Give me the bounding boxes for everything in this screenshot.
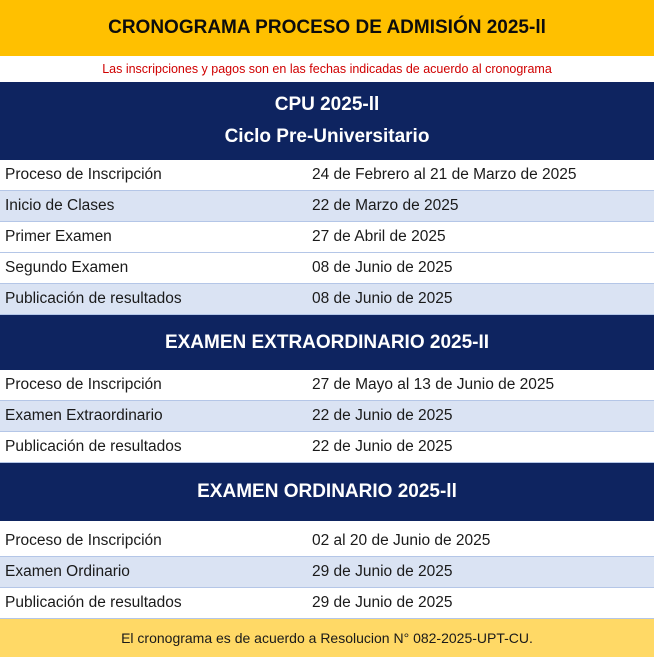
row-date: 08 de Junio de 2025 [312,259,453,276]
table-row [0,284,654,315]
table-row [0,191,654,222]
row-date: 08 de Junio de 2025 [312,290,453,307]
row-label: Segundo Examen [5,259,129,276]
table-row [0,588,654,619]
row-date: 22 de Marzo de 2025 [312,197,459,214]
table-row [0,526,654,557]
row-label: Proceso de Inscripción [5,532,162,549]
row-date: 27 de Mayo al 13 de Junio de 2025 [312,376,555,393]
row-label: Publicación de resultados [5,438,182,455]
row-label: Examen Extraordinario [5,407,163,424]
row-date: 27 de Abril de 2025 [312,228,446,245]
row-date: 29 de Junio de 2025 [312,563,453,580]
table-row [0,401,654,432]
section-header-ordinario [0,463,654,521]
row-date: 22 de Junio de 2025 [312,407,453,424]
row-date: 24 de Febrero al 21 de Marzo de 2025 [312,166,577,183]
row-label: Proceso de Inscripción [5,376,162,393]
section-heading: EXAMEN ORDINARIO 2025-ll [197,481,457,502]
footer-note: El cronograma es de acuerdo a Resolucion N° 082-2025-UPT-CU. [0,619,654,657]
table-row [0,557,654,588]
section-header-cpu [0,82,654,160]
row-date: 29 de Junio de 2025 [312,594,453,611]
section-heading: CPU 2025-ll [274,94,380,115]
table-row [0,370,654,401]
row-date: 02 al 20 de Junio de 2025 [312,532,491,549]
section-header-extraordinario [0,315,654,370]
table-row [0,160,654,191]
table-row [0,253,654,284]
table-row [0,432,654,463]
section-heading: EXAMEN EXTRAORDINARIO 2025-II [164,331,490,353]
row-label: Primer Examen [5,228,112,245]
row-label: Examen Ordinario [5,563,130,580]
page-title: CRONOGRAMA PROCESO DE ADMISIÓN 2025-ll [0,0,654,56]
row-label: Publicación de resultados [5,594,182,611]
table-row [0,222,654,253]
row-date: 22 de Junio de 2025 [312,438,453,455]
row-label: Proceso de Inscripción [5,166,162,183]
row-label: Inicio de Clases [5,197,115,214]
row-label: Publicación de resultados [5,290,182,307]
section-subheading: Ciclo Pre-Universitario [224,126,430,147]
subtitle-note: Las inscripciones y pagos son en las fechas indicadas de acuerdo al cronograma [0,56,654,82]
